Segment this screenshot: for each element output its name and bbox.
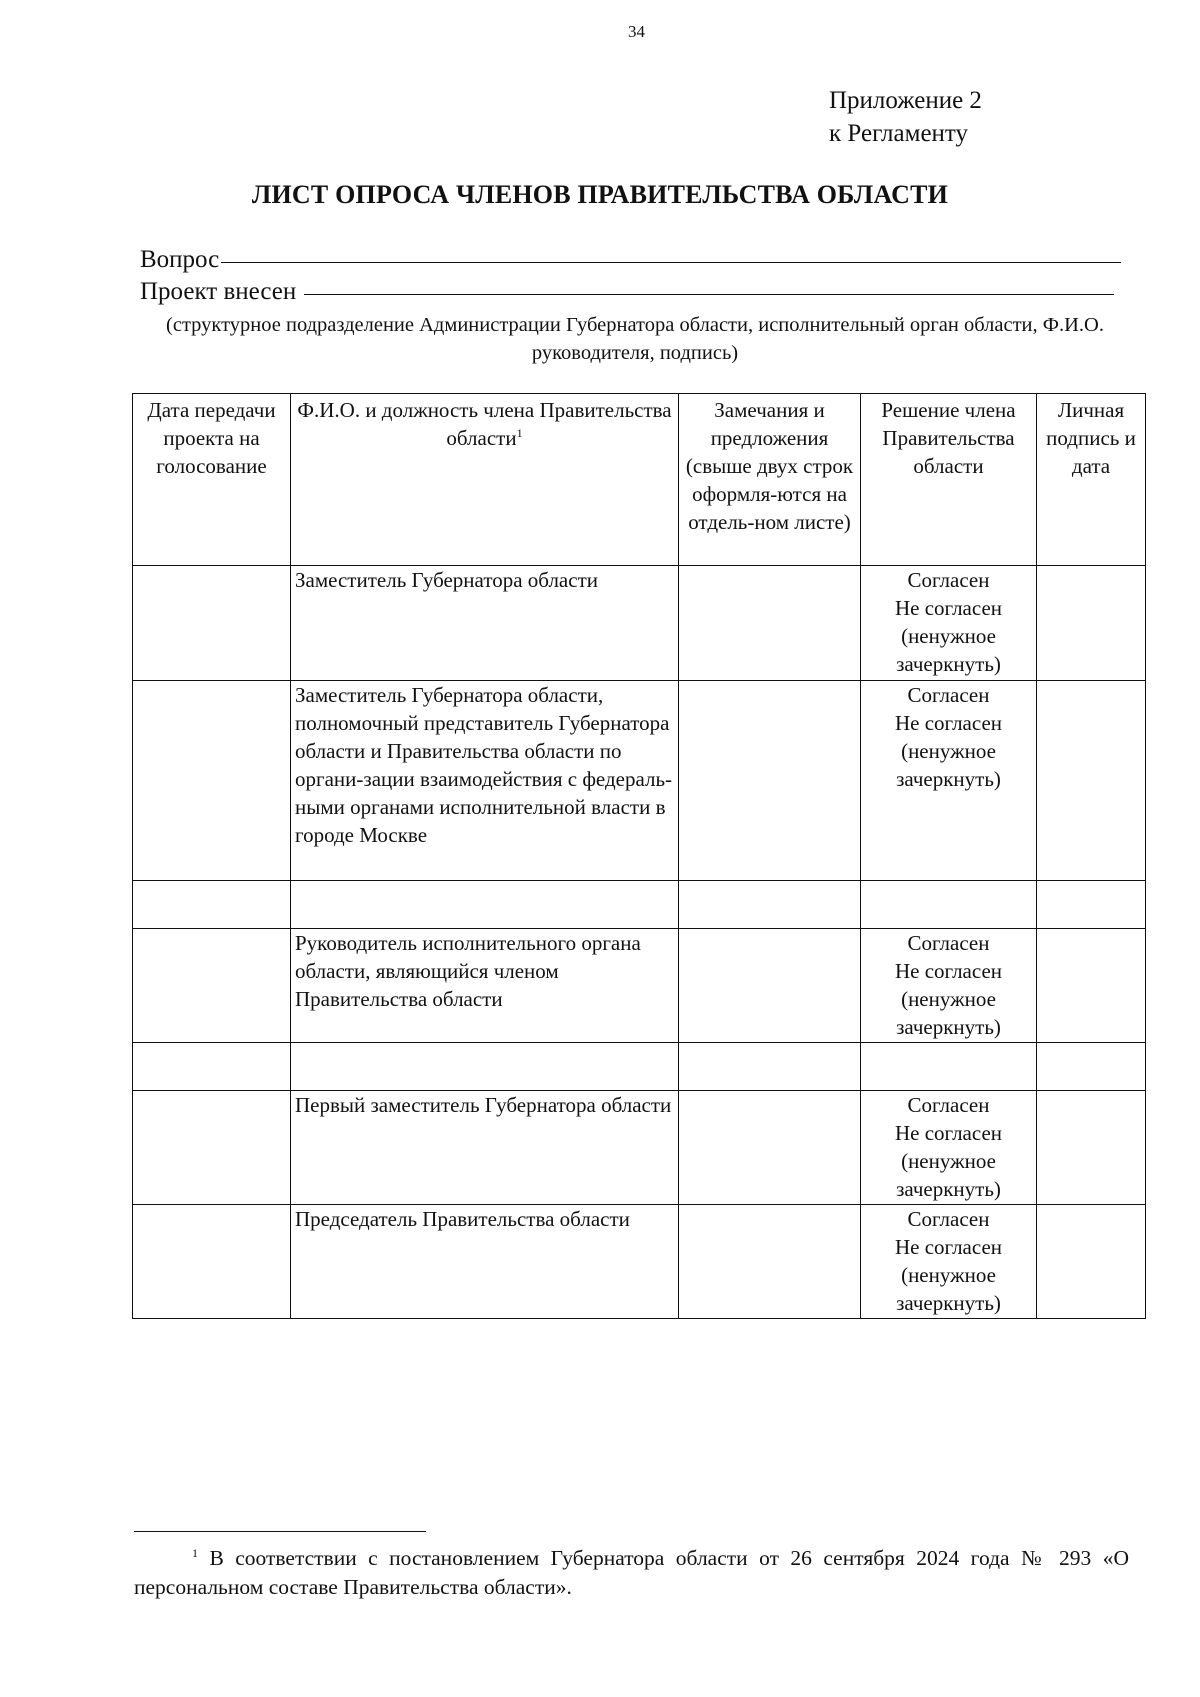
project-label: Проект внесен <box>140 278 297 305</box>
question-blank-line[interactable] <box>221 262 1121 263</box>
header-decision-text: Решение члена Правительства области <box>881 398 1016 478</box>
decision-cell <box>861 681 1037 881</box>
table-row <box>133 566 1146 681</box>
header-sign <box>1037 394 1146 566</box>
header-remarks <box>679 394 861 566</box>
table-row-empty <box>133 1043 1146 1091</box>
date-cell[interactable] <box>133 1043 291 1091</box>
decision-note: (ненужное зачеркнуть) <box>896 1263 1001 1315</box>
appendix-line-1: Приложение 2 <box>829 87 982 114</box>
signature-cell[interactable] <box>1037 566 1146 681</box>
date-cell[interactable] <box>133 566 291 681</box>
member-name-cell[interactable] <box>291 1043 679 1091</box>
decision-note: (ненужное зачеркнуть) <box>896 1149 1001 1201</box>
survey-table <box>132 393 1146 1319</box>
decision-cell <box>861 1205 1037 1319</box>
decision-agree[interactable]: Согласен <box>907 1207 990 1231</box>
table-row <box>133 1091 1146 1205</box>
question-label: Вопрос <box>140 246 220 273</box>
footnote-text: В соответствии с постановлением Губернатора области от 26 сентября 2024 года № 293 «О персональном составе Правительства области». <box>134 1546 1130 1599</box>
header-date <box>133 394 291 566</box>
header-name-text: Ф.И.О. и должность члена Правительства области <box>297 398 672 450</box>
signature-cell[interactable] <box>1037 1043 1146 1091</box>
remarks-cell[interactable] <box>679 566 861 681</box>
remarks-cell[interactable] <box>679 1205 861 1319</box>
date-cell[interactable] <box>133 1205 291 1319</box>
project-hint: (структурное подразделение Администрации Губернатора области, исполнительный орган области, Ф.И.О. руководителя, подпись) <box>166 314 1104 364</box>
decision-agree[interactable]: Согласен <box>907 931 990 955</box>
date-cell[interactable] <box>133 1091 291 1205</box>
decision-agree[interactable]: Согласен <box>907 568 990 592</box>
signature-cell[interactable] <box>1037 929 1146 1043</box>
remarks-cell[interactable] <box>679 881 861 929</box>
decision-disagree[interactable]: Не согласен <box>894 711 1003 735</box>
page-number: 34 <box>628 22 645 41</box>
decision-note: (ненужное зачеркнуть) <box>896 739 1001 791</box>
member-name-cell: Заместитель Губернатора области, полномочный представитель Губернатора области и Правительства области по органи-зации взаимодействия с федераль-ными органами исполнительной власти в городе Москве <box>291 681 679 881</box>
question-field <box>140 246 1121 274</box>
member-name-cell: Председатель Правительства области <box>291 1205 679 1319</box>
project-blank-line[interactable] <box>304 294 1114 295</box>
appendix-line-2: к Регламенту <box>829 120 969 147</box>
header-date-text: Дата передачи проекта на голосование <box>147 398 276 478</box>
date-cell[interactable] <box>133 881 291 929</box>
table-header-row <box>133 394 1146 566</box>
date-cell[interactable] <box>133 929 291 1043</box>
decision-disagree[interactable]: Не согласен <box>894 596 1003 620</box>
table-row-empty <box>133 881 1146 929</box>
signature-cell[interactable] <box>1037 681 1146 881</box>
member-name-cell[interactable] <box>291 881 679 929</box>
signature-cell[interactable] <box>1037 1091 1146 1205</box>
signature-cell[interactable] <box>1037 881 1146 929</box>
decision-cell <box>861 566 1037 681</box>
decision-cell <box>861 929 1037 1043</box>
header-footnote-mark: 1 <box>516 426 523 440</box>
table-row <box>133 681 1146 881</box>
decision-agree[interactable]: Согласен <box>907 1093 990 1117</box>
decision-cell <box>861 1091 1037 1205</box>
header-decision <box>861 394 1037 566</box>
signature-cell[interactable] <box>1037 1205 1146 1319</box>
table-row <box>133 929 1146 1043</box>
decision-cell[interactable] <box>861 1043 1037 1091</box>
document-title: ЛИСТ ОПРОСА ЧЛЕНОВ ПРАВИТЕЛЬСТВА ОБЛАСТИ <box>251 180 949 209</box>
header-name <box>291 394 679 566</box>
member-name-cell: Руководитель исполнительного органа области, являющийся членом Правительства области <box>291 929 679 1043</box>
footnote-divider <box>134 1531 426 1532</box>
header-sign-text: Личная подпись и дата <box>1046 398 1136 478</box>
remarks-cell[interactable] <box>679 929 861 1043</box>
decision-note: (ненужное зачеркнуть) <box>896 624 1001 676</box>
decision-disagree[interactable]: Не согласен <box>894 959 1003 983</box>
decision-agree[interactable]: Согласен <box>907 683 990 707</box>
appendix-note <box>829 84 982 150</box>
member-name-cell: Первый заместитель Губернатора области <box>291 1091 679 1205</box>
remarks-cell[interactable] <box>679 1091 861 1205</box>
decision-cell[interactable] <box>861 881 1037 929</box>
decision-disagree[interactable]: Не согласен <box>894 1121 1003 1145</box>
date-cell[interactable] <box>133 681 291 881</box>
header-remarks-text: Замечания и предложения (свыше двух строк оформля-ются на отдель-ном листе) <box>685 398 854 534</box>
table-row <box>133 1205 1146 1319</box>
footnote <box>134 1544 1129 1602</box>
member-name-cell: Заместитель Губернатора области <box>291 566 679 681</box>
decision-disagree[interactable]: Не согласен <box>894 1235 1003 1259</box>
remarks-cell[interactable] <box>679 1043 861 1091</box>
remarks-cell[interactable] <box>679 681 861 881</box>
footnote-mark: 1 <box>192 1545 198 1560</box>
project-field <box>140 278 1114 306</box>
decision-note: (ненужное зачеркнуть) <box>896 987 1001 1039</box>
